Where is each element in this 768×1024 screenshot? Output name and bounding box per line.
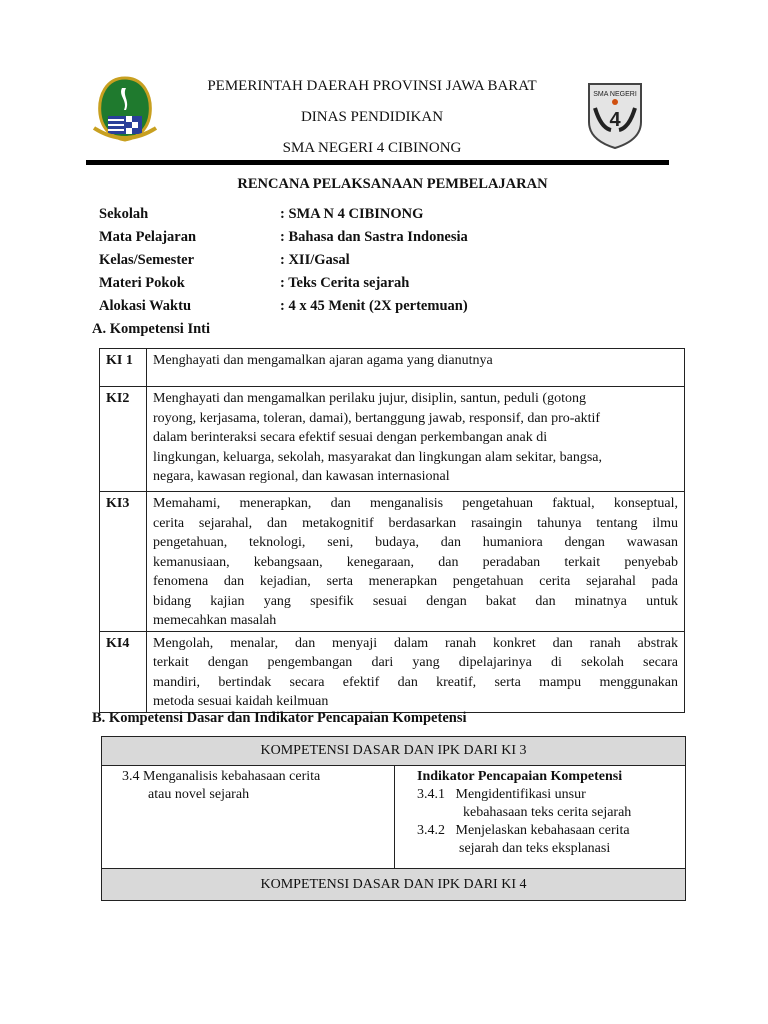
- ipk-title: Indikator Pencapaian Kompetensi: [417, 769, 623, 784]
- ki-text-line: memecahkan masalah: [153, 613, 277, 628]
- info-label: Alokasi Waktu: [99, 298, 192, 314]
- info-label: Materi Pokok: [99, 275, 185, 291]
- document-title: RENCANA PELAKSANAAN PEMBELAJARAN: [237, 176, 548, 192]
- kd-header-row-ki4: [102, 869, 686, 901]
- ki-text-line: metoda sesuai kaidah keilmuan: [153, 694, 329, 709]
- info-value: : XII/Gasal: [280, 252, 350, 268]
- svg-text:4: 4: [609, 109, 621, 131]
- ipk-number: 3.4.2: [417, 823, 445, 838]
- header-department: DINAS PENDIDIKAN: [300, 109, 444, 125]
- ki-text-line: fenomena dan kejadian, serta menerapkan pengetahuan cerita sejarahal pada: [153, 574, 678, 589]
- ki-text-line: pengetahuan, teknologi, seni, budaya, dan humaniora dengan wawasan: [153, 535, 678, 550]
- ki-text-line: Menghayati dan mengamalkan ajaran agama yang dianutnya: [153, 353, 493, 368]
- ki-text-line: negara, kawasan regional, dan kawasan internasional: [153, 469, 450, 484]
- ki-code: KI2: [100, 387, 147, 492]
- ki-text-line: Mengolah, menalar, dan menyaji dalam ranah konkret dan ranah abstrak: [153, 635, 678, 651]
- kd-header-ki4: KOMPETENSI DASAR DAN IPK DARI KI 4: [102, 869, 686, 901]
- ki-code: KI4: [100, 631, 147, 712]
- ki-row: [100, 492, 685, 632]
- svg-text:SMA NEGERI: SMA NEGERI: [593, 91, 637, 98]
- ipk-text: Menjelaskan kebahasaan cerita: [455, 823, 630, 838]
- info-label: Kelas/Semester: [99, 252, 195, 268]
- ipk-text: kebahasaan teks cerita sejarah: [463, 805, 632, 820]
- header-divider: [86, 160, 669, 165]
- ipk-number: 3.4.1: [417, 787, 445, 802]
- info-value: : Teks Cerita sejarah: [280, 275, 410, 291]
- info-value: : SMA N 4 CIBINONG: [280, 206, 424, 222]
- ki-text-line: terkait dengan pengembangan dari yang dipelajarinya di sekolah secara: [153, 655, 678, 670]
- ki-description: [147, 349, 685, 387]
- ki-text-line: kemanusiaan, kebangsaan, kenegaraan, dan peradaban terkait penyebab: [153, 554, 678, 570]
- jawa-barat-emblem-logo: [92, 76, 158, 144]
- ki-text-line: lingkungan, keluarga, sekolah, masyarakat dan lingkungan alam sekitar, bangsa,: [153, 449, 602, 465]
- ki-text-line: Memahami, menerapkan, dan menganalisis pengetahuan faktual, konseptual,: [153, 496, 678, 511]
- kd-text-line: 3.4 Menganalisis kebahasaan cerita: [122, 769, 321, 784]
- info-value: : Bahasa dan Sastra Indonesia: [280, 229, 468, 245]
- header-government: PEMERINTAH DAERAH PROVINSI JAWA BARAT: [207, 78, 537, 94]
- kompetensi-dasar-table: [101, 736, 686, 901]
- section-a-heading: A. Kompetensi Inti: [92, 321, 211, 337]
- ki-row: [100, 387, 685, 492]
- sma-negeri-4-cibinong-logo: [583, 78, 647, 150]
- kompetensi-inti-table: [99, 348, 685, 713]
- ki-text-line: dalam berinteraksi secara efektif sesuai dengan perkembangan anak di: [153, 430, 548, 445]
- ki-description: [147, 387, 685, 492]
- ki-row: [100, 631, 685, 712]
- ki-text-line: cerita sejarahal, dan metakognitif berdasarkan rasaingin tahunya tentang ilmu: [153, 515, 678, 531]
- ki-text-line: royong, kerjasama, toleran, damai), bertanggung jawab, responsif, dan pro-aktif: [153, 410, 601, 426]
- ki-code: KI 1: [100, 349, 147, 387]
- ki-text-line: bidang kajian yang spesifik sesuai dengan bakat dan minatnya untuk: [153, 593, 678, 609]
- section-b-heading: B. Kompetensi Dasar dan Indikator Pencapaian Kompetensi: [92, 710, 467, 726]
- ki-row: [100, 349, 685, 387]
- ipk-text: Mengidentifikasi unsur: [455, 787, 586, 802]
- info-value: : 4 x 45 Menit (2X pertemuan): [280, 298, 468, 314]
- kd-header-ki3: KOMPETENSI DASAR DAN IPK DARI KI 3: [102, 737, 686, 766]
- ki-description: [147, 492, 685, 632]
- header-school: SMA NEGERI 4 CIBINONG: [282, 140, 462, 156]
- ki-text-line: Menghayati dan mengamalkan perilaku jujur, disiplin, santun, peduli (gotong: [153, 391, 586, 406]
- kd-header-row-ki3: [102, 737, 686, 766]
- kd-text-line: atau novel sejarah: [148, 787, 250, 802]
- ipk-item: [417, 786, 685, 804]
- ki-code: KI3: [100, 492, 147, 632]
- info-label: Sekolah: [99, 206, 149, 222]
- ki-description: [147, 631, 685, 712]
- info-label: Mata Pelajaran: [99, 229, 197, 245]
- ipk-cell: [395, 766, 686, 869]
- ki-text-line: mandiri, bertindak secara efektif dan kreatif, serta mampu menggunakan: [153, 674, 678, 690]
- ipk-text: sejarah dan teks eksplanasi: [459, 841, 611, 856]
- ipk-item: [417, 822, 685, 840]
- kd-cell: [102, 766, 395, 869]
- kd-body-row: [102, 766, 686, 869]
